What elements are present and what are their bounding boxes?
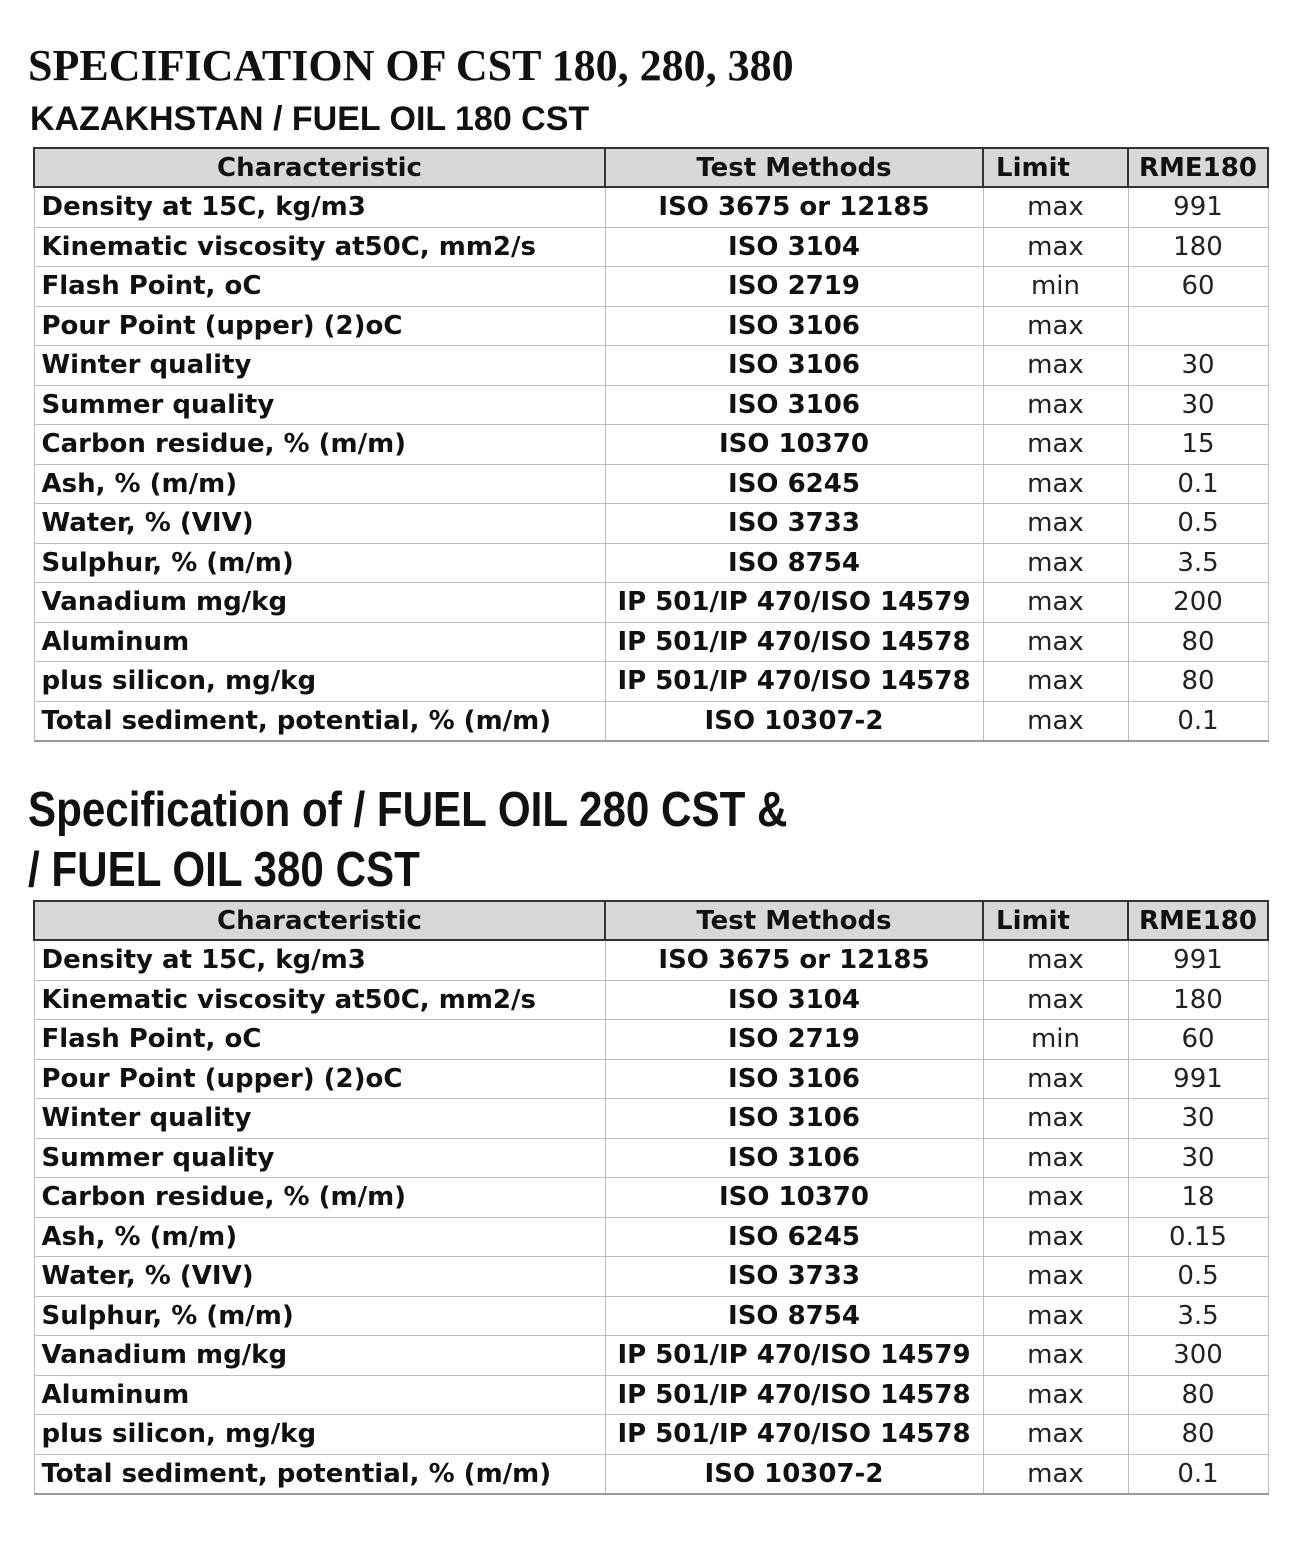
cell-test-method: ISO 3106 bbox=[605, 306, 983, 346]
table-row bbox=[34, 1375, 1268, 1415]
cell-test-method: ISO 3106 bbox=[605, 385, 983, 425]
cell-limit: max bbox=[983, 1257, 1128, 1297]
cell-characteristic: Pour Point (upper) (2)oC bbox=[34, 1059, 605, 1099]
cell-limit: max bbox=[983, 543, 1128, 583]
cell-value bbox=[1128, 306, 1268, 346]
cell-characteristic: Flash Point, oC bbox=[34, 1020, 605, 1060]
table-row bbox=[34, 1059, 1268, 1099]
cell-value: 0.1 bbox=[1128, 464, 1268, 504]
cell-limit: max bbox=[983, 980, 1128, 1020]
cell-value: 80 bbox=[1128, 662, 1268, 702]
header-limit: Limit bbox=[983, 901, 1128, 940]
cell-limit: max bbox=[983, 1099, 1128, 1139]
cell-characteristic: Aluminum bbox=[34, 622, 605, 662]
cell-test-method: ISO 3675 or 12185 bbox=[605, 187, 983, 227]
cell-characteristic: Vanadium mg/kg bbox=[34, 1336, 605, 1376]
cell-limit: max bbox=[983, 306, 1128, 346]
table-row bbox=[34, 622, 1268, 662]
cell-limit: max bbox=[983, 346, 1128, 386]
cell-value: 30 bbox=[1128, 346, 1268, 386]
cell-test-method: IP 501/IP 470/ISO 14578 bbox=[605, 622, 983, 662]
cell-limit: max bbox=[983, 1296, 1128, 1336]
cell-test-method: ISO 6245 bbox=[605, 464, 983, 504]
cell-characteristic: Flash Point, oC bbox=[34, 267, 605, 307]
table-row bbox=[34, 464, 1268, 504]
table-row bbox=[34, 385, 1268, 425]
table-row bbox=[34, 346, 1268, 386]
cell-test-method: IP 501/IP 470/ISO 14578 bbox=[605, 1415, 983, 1455]
table-row bbox=[34, 1020, 1268, 1060]
cell-limit: max bbox=[983, 583, 1128, 623]
cell-characteristic: Total sediment, potential, % (m/m) bbox=[34, 701, 605, 741]
cell-value: 3.5 bbox=[1128, 1296, 1268, 1336]
cell-limit: max bbox=[983, 464, 1128, 504]
cell-limit: min bbox=[983, 1020, 1128, 1060]
cell-characteristic: Summer quality bbox=[34, 1138, 605, 1178]
header-test-methods: Test Methods bbox=[605, 148, 983, 187]
cell-limit: max bbox=[983, 1217, 1128, 1257]
header-characteristic: Characteristic bbox=[34, 901, 605, 940]
table-row bbox=[34, 1336, 1268, 1376]
cell-characteristic: Total sediment, potential, % (m/m) bbox=[34, 1454, 605, 1494]
table-row bbox=[34, 1099, 1268, 1139]
cell-test-method: ISO 6245 bbox=[605, 1217, 983, 1257]
cell-test-method: ISO 3104 bbox=[605, 980, 983, 1020]
cell-test-method: ISO 3106 bbox=[605, 1059, 983, 1099]
cell-test-method: ISO 8754 bbox=[605, 1296, 983, 1336]
cell-value: 0.1 bbox=[1128, 1454, 1268, 1494]
table-row bbox=[34, 1296, 1268, 1336]
cell-characteristic: Kinematic viscosity at50C, mm2/s bbox=[34, 227, 605, 267]
table-row bbox=[34, 1415, 1268, 1455]
cell-value: 30 bbox=[1128, 385, 1268, 425]
header-test-methods: Test Methods bbox=[605, 901, 983, 940]
cell-value: 180 bbox=[1128, 980, 1268, 1020]
table-row bbox=[34, 1217, 1268, 1257]
cell-limit: max bbox=[983, 1415, 1128, 1455]
cell-value: 0.15 bbox=[1128, 1217, 1268, 1257]
cell-test-method: ISO 3106 bbox=[605, 346, 983, 386]
cell-value: 180 bbox=[1128, 227, 1268, 267]
cell-test-method: ISO 3106 bbox=[605, 1099, 983, 1139]
cell-characteristic: Sulphur, % (m/m) bbox=[34, 1296, 605, 1336]
cell-value: 991 bbox=[1128, 1059, 1268, 1099]
cell-characteristic: Kinematic viscosity at50C, mm2/s bbox=[34, 980, 605, 1020]
cell-test-method: ISO 10370 bbox=[605, 1178, 983, 1218]
table-row bbox=[34, 701, 1268, 741]
table-row bbox=[34, 306, 1268, 346]
cell-test-method: IP 501/IP 470/ISO 14578 bbox=[605, 662, 983, 702]
cell-test-method: ISO 2719 bbox=[605, 1020, 983, 1060]
spec-title: SPECIFICATION OF CST 180, 280, 380 bbox=[28, 41, 794, 90]
cell-characteristic: Carbon residue, % (m/m) bbox=[34, 1178, 605, 1218]
fuel-oil-280-380-spec-table bbox=[33, 900, 1269, 1495]
cell-value: 18 bbox=[1128, 1178, 1268, 1218]
cell-limit: max bbox=[983, 1336, 1128, 1376]
table-row bbox=[34, 1454, 1268, 1494]
table-header-row bbox=[34, 901, 1268, 940]
cell-value: 300 bbox=[1128, 1336, 1268, 1376]
fuel-oil-280-380-title bbox=[28, 780, 787, 900]
cell-limit: max bbox=[983, 1375, 1128, 1415]
table-row bbox=[34, 662, 1268, 702]
cell-limit: max bbox=[983, 622, 1128, 662]
cell-value: 60 bbox=[1128, 267, 1268, 307]
table-row bbox=[34, 980, 1268, 1020]
cell-test-method: IP 501/IP 470/ISO 14579 bbox=[605, 1336, 983, 1376]
cell-limit: max bbox=[983, 187, 1128, 227]
cell-value: 30 bbox=[1128, 1138, 1268, 1178]
table-row bbox=[34, 1138, 1268, 1178]
cell-test-method: ISO 3675 or 12185 bbox=[605, 940, 983, 980]
cell-value: 0.5 bbox=[1128, 1257, 1268, 1297]
cell-test-method: ISO 3733 bbox=[605, 504, 983, 544]
cell-value: 80 bbox=[1128, 622, 1268, 662]
cell-characteristic: plus silicon, mg/kg bbox=[34, 662, 605, 702]
cell-limit: min bbox=[983, 267, 1128, 307]
cell-characteristic: Aluminum bbox=[34, 1375, 605, 1415]
cell-characteristic: plus silicon, mg/kg bbox=[34, 1415, 605, 1455]
cell-test-method: ISO 8754 bbox=[605, 543, 983, 583]
cell-limit: max bbox=[983, 385, 1128, 425]
cell-test-method: ISO 3104 bbox=[605, 227, 983, 267]
table-header-row bbox=[34, 148, 1268, 187]
fuel-oil-180-spec-table bbox=[33, 147, 1269, 742]
cell-test-method: ISO 10307-2 bbox=[605, 701, 983, 741]
title-line-1: Specification of / FUEL OIL 280 CST & bbox=[28, 783, 788, 837]
cell-limit: max bbox=[983, 425, 1128, 465]
cell-characteristic: Winter quality bbox=[34, 1099, 605, 1139]
table-row bbox=[34, 940, 1268, 980]
header-rme180: RME180 bbox=[1128, 901, 1268, 940]
cell-value: 3.5 bbox=[1128, 543, 1268, 583]
cell-test-method: ISO 10370 bbox=[605, 425, 983, 465]
cell-limit: max bbox=[983, 701, 1128, 741]
cell-value: 80 bbox=[1128, 1415, 1268, 1455]
fuel-oil-180-subtitle: KAZAKHSTAN / FUEL OIL 180 CST bbox=[30, 100, 590, 138]
cell-characteristic: Ash, % (m/m) bbox=[34, 464, 605, 504]
header-limit: Limit bbox=[983, 148, 1128, 187]
cell-limit: max bbox=[983, 1178, 1128, 1218]
cell-characteristic: Density at 15C, kg/m3 bbox=[34, 940, 605, 980]
header-characteristic: Characteristic bbox=[34, 148, 605, 187]
cell-limit: max bbox=[983, 940, 1128, 980]
cell-characteristic: Winter quality bbox=[34, 346, 605, 386]
cell-value: 80 bbox=[1128, 1375, 1268, 1415]
cell-value: 200 bbox=[1128, 583, 1268, 623]
table-row bbox=[34, 267, 1268, 307]
cell-value: 991 bbox=[1128, 187, 1268, 227]
table-row bbox=[34, 583, 1268, 623]
cell-limit: max bbox=[983, 1138, 1128, 1178]
cell-characteristic: Water, % (VIV) bbox=[34, 504, 605, 544]
title-line-2: / FUEL OIL 380 CST bbox=[28, 843, 420, 897]
header-rme180: RME180 bbox=[1128, 148, 1268, 187]
table-row bbox=[34, 543, 1268, 583]
cell-characteristic: Sulphur, % (m/m) bbox=[34, 543, 605, 583]
cell-value: 15 bbox=[1128, 425, 1268, 465]
table-row bbox=[34, 187, 1268, 227]
table-row bbox=[34, 504, 1268, 544]
cell-characteristic: Ash, % (m/m) bbox=[34, 1217, 605, 1257]
table-row bbox=[34, 1178, 1268, 1218]
table-row bbox=[34, 425, 1268, 465]
table-row bbox=[34, 227, 1268, 267]
cell-characteristic: Pour Point (upper) (2)oC bbox=[34, 306, 605, 346]
table-row bbox=[34, 1257, 1268, 1297]
cell-value: 0.5 bbox=[1128, 504, 1268, 544]
cell-test-method: ISO 2719 bbox=[605, 267, 983, 307]
cell-characteristic: Vanadium mg/kg bbox=[34, 583, 605, 623]
cell-characteristic: Density at 15C, kg/m3 bbox=[34, 187, 605, 227]
cell-value: 0.1 bbox=[1128, 701, 1268, 741]
cell-characteristic: Water, % (VIV) bbox=[34, 1257, 605, 1297]
cell-limit: max bbox=[983, 504, 1128, 544]
cell-characteristic: Summer quality bbox=[34, 385, 605, 425]
cell-test-method: ISO 3733 bbox=[605, 1257, 983, 1297]
cell-test-method: ISO 3106 bbox=[605, 1138, 983, 1178]
cell-test-method: ISO 10307-2 bbox=[605, 1454, 983, 1494]
cell-value: 60 bbox=[1128, 1020, 1268, 1060]
cell-value: 991 bbox=[1128, 940, 1268, 980]
cell-characteristic: Carbon residue, % (m/m) bbox=[34, 425, 605, 465]
cell-value: 30 bbox=[1128, 1099, 1268, 1139]
cell-limit: max bbox=[983, 227, 1128, 267]
cell-limit: max bbox=[983, 1454, 1128, 1494]
cell-limit: max bbox=[983, 662, 1128, 702]
cell-test-method: IP 501/IP 470/ISO 14578 bbox=[605, 1375, 983, 1415]
cell-test-method: IP 501/IP 470/ISO 14579 bbox=[605, 583, 983, 623]
cell-limit: max bbox=[983, 1059, 1128, 1099]
